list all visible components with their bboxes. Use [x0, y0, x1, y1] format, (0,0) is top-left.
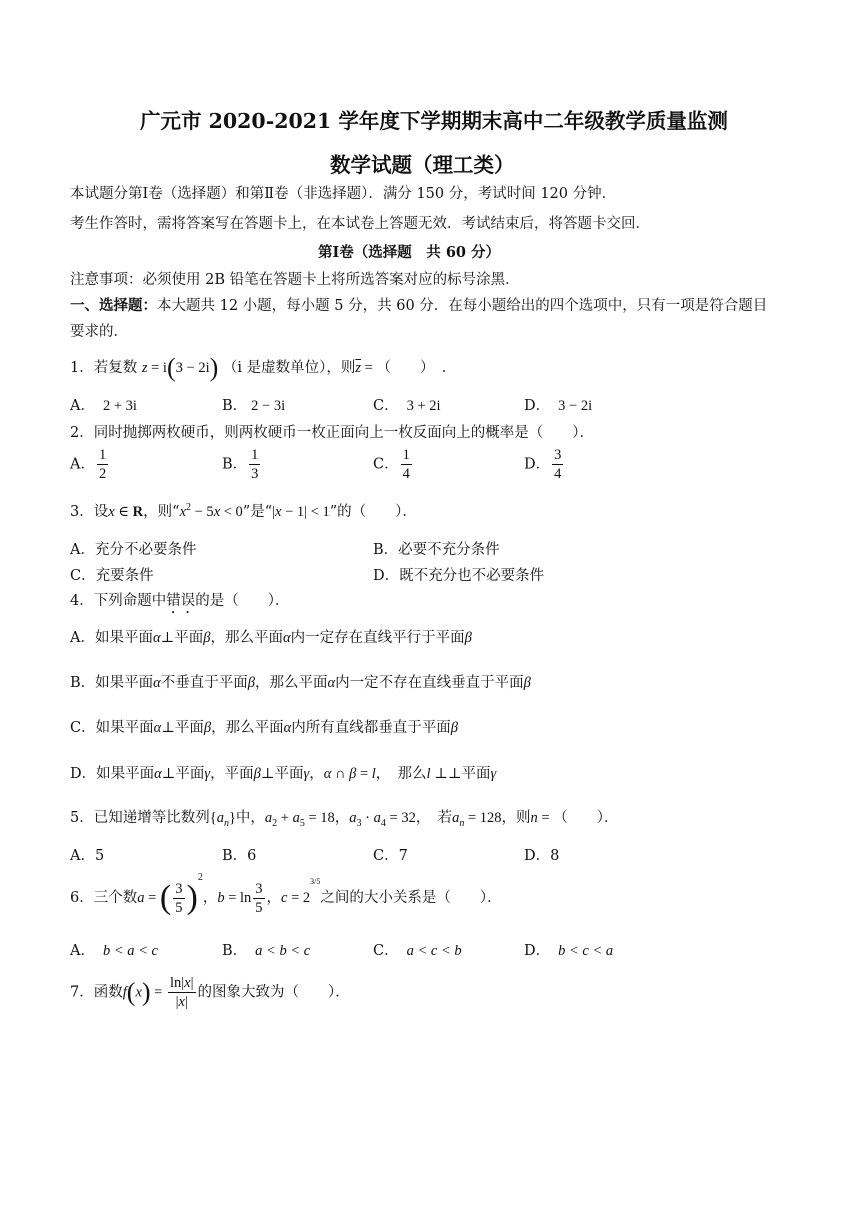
q3-option-d: D．既不充分也不必要条件: [373, 568, 545, 584]
q6-option-c: C． a < c < b: [373, 943, 462, 959]
q4-option-c: C．如果平面α⊥平面β，那么平面α内所有直线都垂直于平面β: [70, 720, 458, 736]
q3-option-c: C．充要条件: [70, 568, 154, 584]
q1-option-b: B． 2 − 3i: [222, 398, 286, 414]
q1-stem-c: （ ） ．: [376, 360, 457, 376]
intro-line-1: 本试题分第Ⅰ卷（选择题）和第Ⅱ卷（非选择题）．满分 150 分，考试时间 120 分钟．: [70, 186, 617, 202]
page-title: 广元市 2020-2021 学年度下学期期末高中二年级教学质量监测: [140, 109, 728, 133]
page-subtitle: 数学试题（理工类）: [330, 153, 515, 177]
question-4-stem: 4．下列命题中错误的是（ ）．: [70, 593, 290, 609]
q2-option-c: C． $\frac{1}{4}$: [373, 447, 410, 482]
question-2-stem: 2．同时抛掷两枚硬币，则两枚硬币一枚正面向上一枚反面向上的概率是（ ）．: [70, 425, 594, 441]
q6-option-a: A． b < a < c: [70, 943, 158, 959]
q1-option-d: D． 3 − 2i: [524, 398, 593, 414]
q6-option-d: D． b < c < a: [524, 943, 614, 959]
q6-option-b: B． a < b < c: [222, 943, 311, 959]
q5-option-c: C．7: [373, 848, 408, 864]
q1-stem-b: （i 是虚数单位），则: [222, 360, 356, 376]
part-heading: 一、选择题：: [70, 297, 157, 314]
q1-option-a: A． 2 + 3i: [70, 398, 137, 414]
question-5-stem: 5．已知递增等比数列$\{a_n\}$中，$a_2 + a_5 = 18$，$a_3 \cdot a_4 = 32$， 若$a_n = 128$，则n = （ ）．: [70, 810, 619, 829]
question-1-stem: 1．若复数 z = i(3 − 2i) （i 是虚数单位），则$\overline{z}$ = （ ） ．: [70, 353, 457, 382]
q1-option-c: C． 3 + 2i: [373, 398, 441, 414]
q4-option-d: D．如果平面α⊥平面γ，平面β⊥平面γ，α ∩ β = l， 那么l ⊥⊥平面γ: [70, 766, 497, 782]
q3-option-a: A．充分不必要条件: [70, 542, 197, 558]
intro-line-2: 考生作答时，需将答案写在答题卡上，在本试卷上答题无效．考试结束后，将答题卡交回．: [70, 216, 650, 232]
section-title: 第Ⅰ卷（选择题 共 60 分）: [318, 244, 501, 261]
q5-option-a: A．5: [70, 848, 105, 864]
q5-option-b: B．6: [222, 848, 257, 864]
q4-option-a: A．如果平面α⊥平面β，那么平面α内一定存在直线平行于平面β: [70, 630, 472, 646]
q2-option-a: A． $\frac{1}{2}$: [70, 447, 107, 482]
q4-option-b: B．如果平面α不垂直于平面β，那么平面α内一定不存在直线垂直于平面β: [70, 675, 531, 691]
question-6-stem: 6．三个数a = ( $\frac{3}{5}$ )$^2$，b = ln $\frac{3}{5}$ ，$c = 2^{3/5}$之间的大小关系是（ ）．: [70, 872, 502, 916]
q5-option-d: D．8: [524, 848, 560, 864]
q3-option-b: B．必要不充分条件: [373, 542, 500, 558]
q1-formula: z: [141, 360, 148, 376]
q2-option-b: B． $\frac{1}{3}$: [222, 447, 259, 482]
question-7-stem: 7．函数f(x) = $\frac{\ln|x|}{|x|}$ 的图象大致为（ ）．: [70, 975, 350, 1010]
part-desc-1: 本大题共 12 小题，每小题 5 分，共 60 分．在每小题给出的四个选项中，只有一项是符合题目: [157, 298, 768, 314]
part-desc-2: 要求的．: [70, 324, 128, 340]
q1-stem-a: 1．若复数: [70, 360, 138, 376]
question-3-stem: 3．设x ∈ R，则“$x^2 - 5x < 0$”是“|x − 1| < 1”的（ ）．: [70, 502, 417, 520]
part-description: [70, 296, 767, 316]
section-notice: 注意事项：必须使用 2B 铅笔在答题卡上将所选答案对应的标号涂黑．: [70, 272, 520, 288]
q2-option-d: D． $\frac{3}{4}$: [524, 447, 562, 482]
